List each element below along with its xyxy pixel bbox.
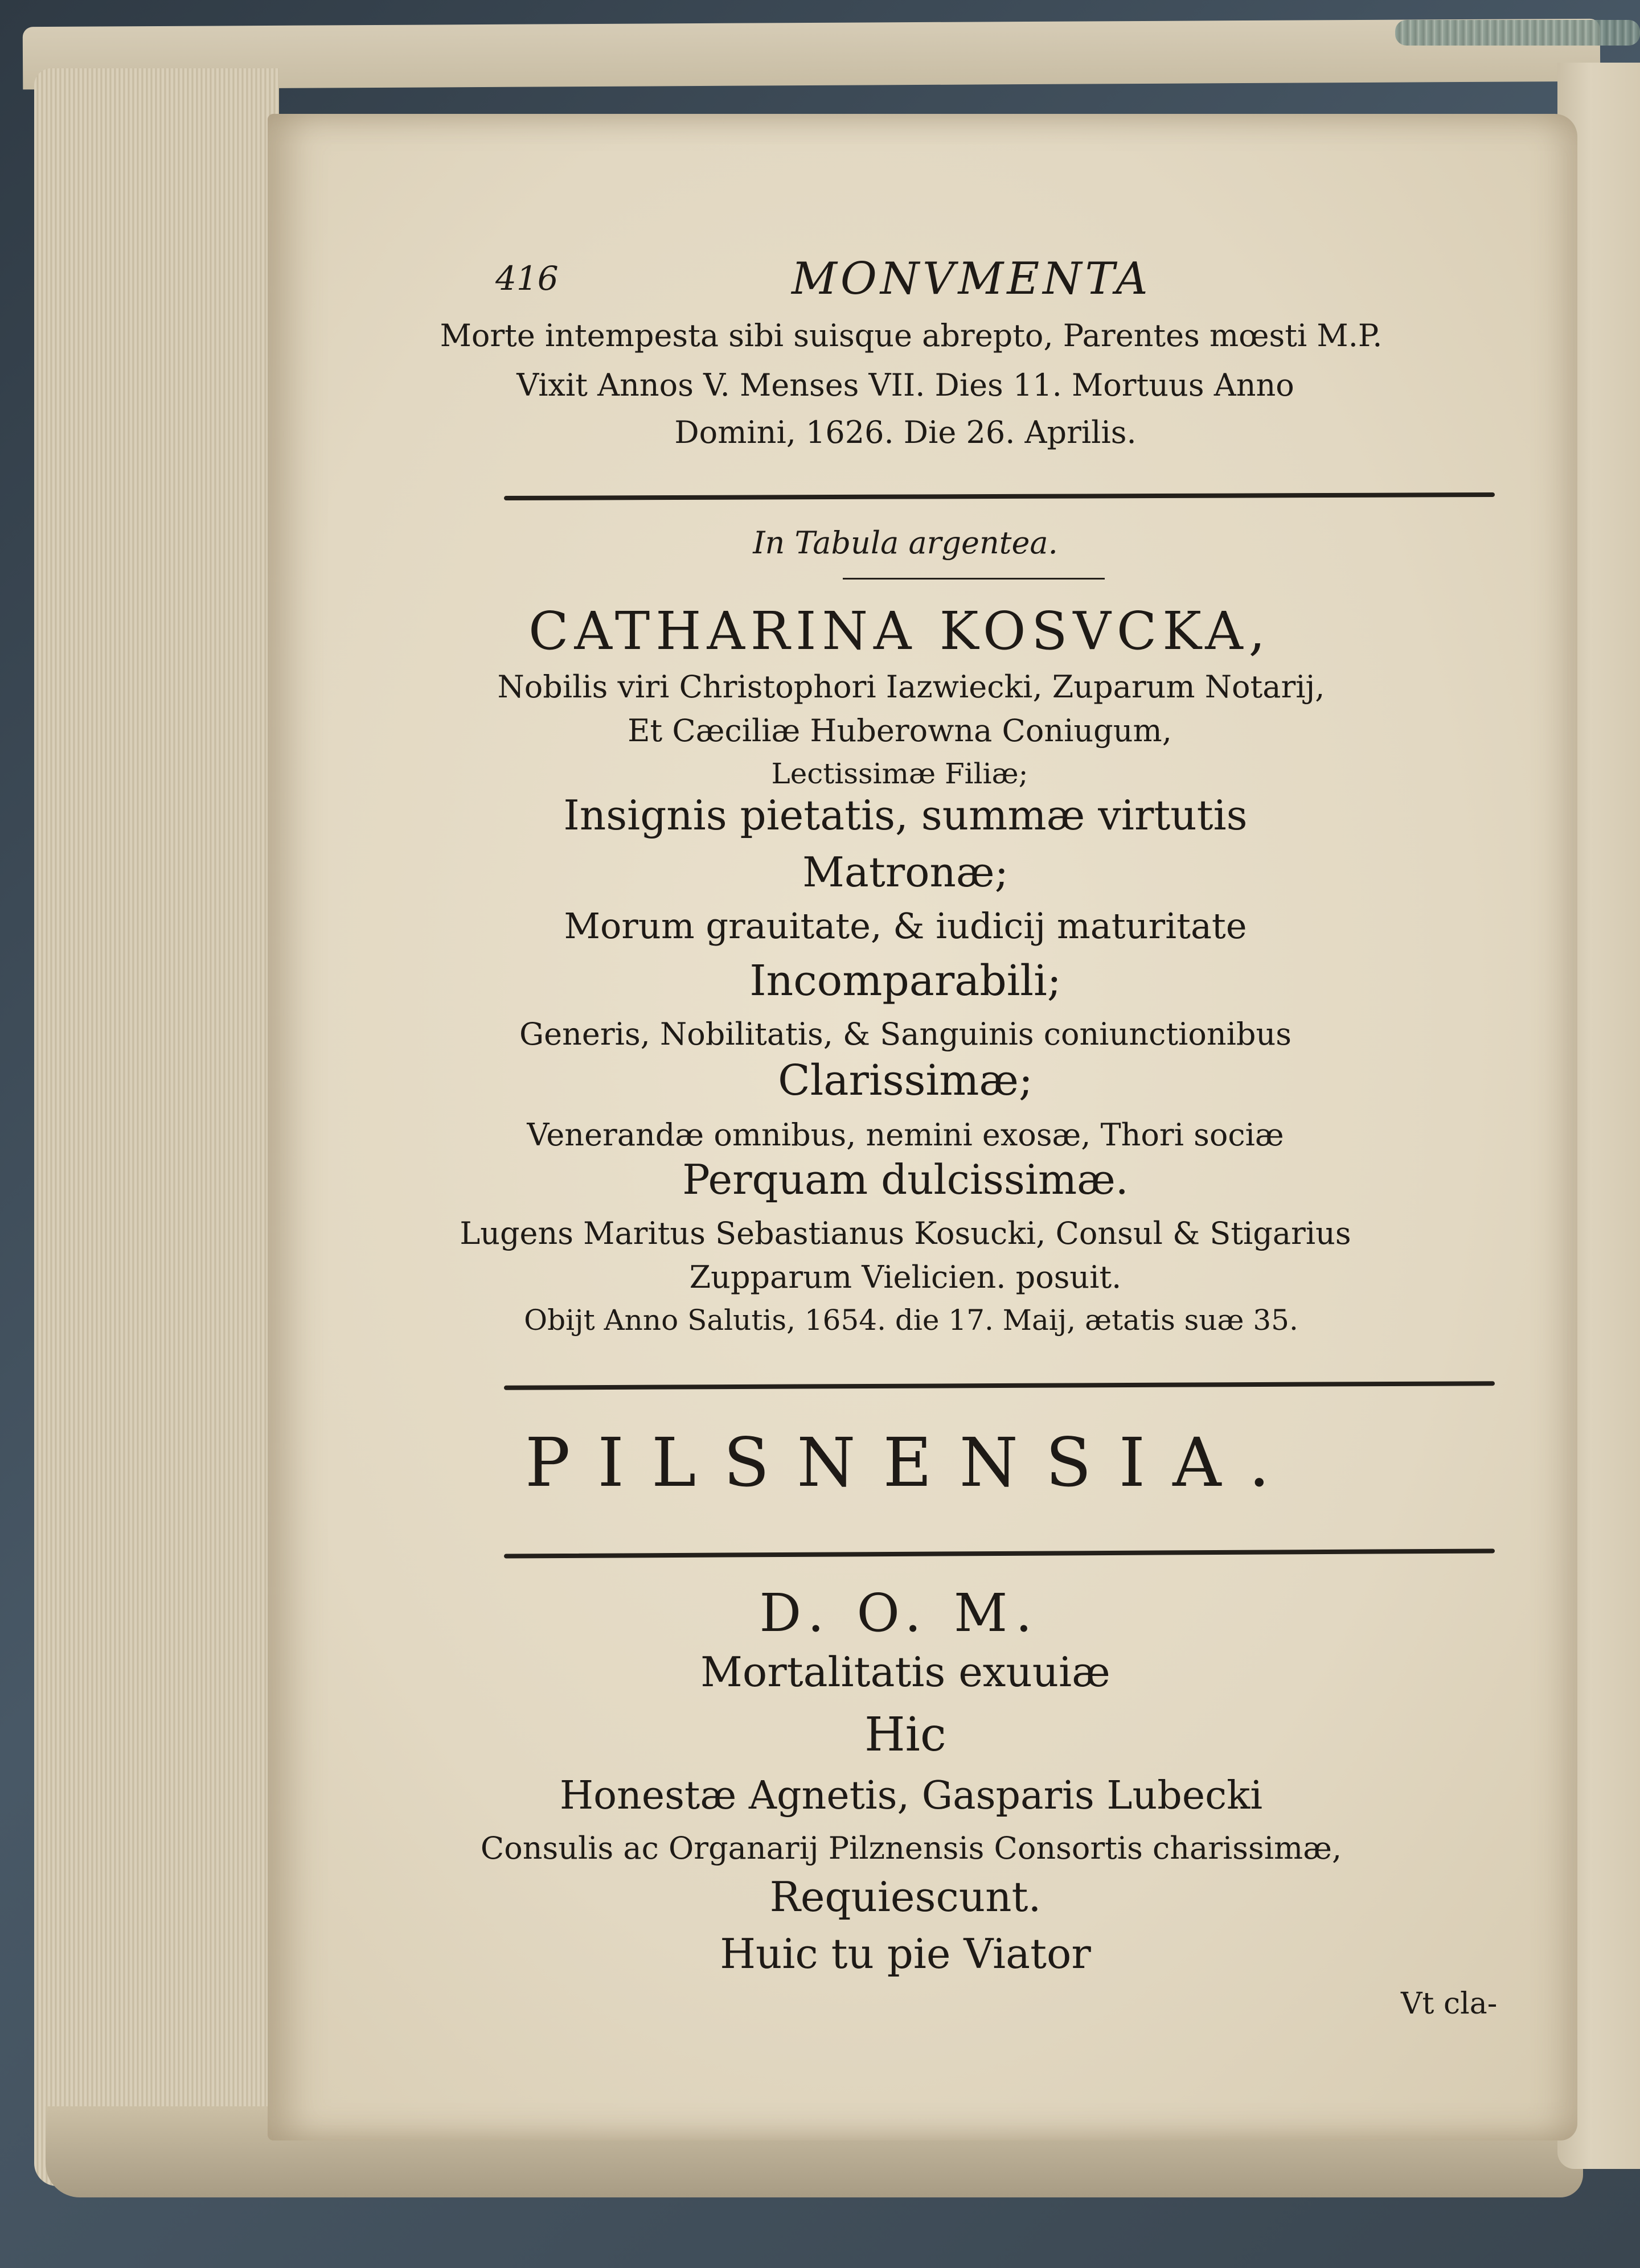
tabula-heading-underline (843, 578, 1105, 580)
tabula-line-5: Matronæ; (802, 848, 1008, 896)
tabula-line-14: Obijt Anno Salutis, 1654. die 17. Maij, ætatis suæ 35. (524, 1304, 1298, 1337)
catchword: Vt cla- (1401, 1987, 1498, 2021)
divider-rule-2 (504, 1381, 1495, 1390)
tabula-line-12: Lugens Maritus Sebastianus Kosucki, Consul & Stigarius (460, 1215, 1351, 1251)
running-title: MONVMENTA (792, 253, 1151, 305)
dom-line-2: Hic (864, 1708, 946, 1762)
tabula-line-1: Nobilis viri Christophori Iazwiecki, Zuparum Notarij, (497, 669, 1325, 705)
tabula-line-13: Zupparum Vielicien. posuit. (689, 1259, 1122, 1295)
tabula-line-6: Morum grauitate, & iudicij maturitate (564, 905, 1247, 947)
tabula-line-9: Clarissimæ; (778, 1056, 1033, 1105)
dom-line-3: Honestæ Agnetis, Gasparis Lubecki (559, 1773, 1263, 1818)
page-number: 416 (495, 259, 559, 298)
dom-heading: D. O. M. (759, 1583, 1040, 1644)
tabula-line-7: Incomparabili; (749, 956, 1061, 1005)
section-title: PILSNENSIA. (524, 1423, 1298, 1502)
tabula-line-2: Et Cæciliæ Huberowna Coniugum, (628, 713, 1172, 749)
dom-line-4: Consulis ac Organarij Pilznensis Consortis charissimæ, (480, 1830, 1342, 1866)
tabula-heading: In Tabula argentea. (753, 525, 1058, 561)
tabula-line-4: Insignis pietatis, summæ virtutis (563, 791, 1248, 839)
tabula-line-8: Generis, Nobilitatis, & Sanguinis coniunctionibus (519, 1016, 1292, 1052)
divider-rule-1 (504, 492, 1495, 500)
page-stack-edge (34, 68, 279, 2186)
dom-line-1: Mortalitatis exuuiæ (700, 1648, 1110, 1696)
divider-rule-3 (504, 1548, 1495, 1558)
tabula-line-11: Perquam dulcissimæ. (682, 1156, 1129, 1203)
epitaph-line-2: Vixit Annos V. Menses VII. Dies 11. Mortuus Anno (516, 367, 1294, 403)
dom-line-6: Huic tu pie Viator (720, 1930, 1091, 1978)
tabula-line-10: Venerandæ omnibus, nemini exosæ, Thori sociæ (527, 1117, 1284, 1153)
binding-thread (1395, 20, 1640, 46)
tabula-name: CATHARINA KOSVCKA, (528, 601, 1271, 662)
book-page (268, 114, 1577, 2140)
epitaph-line-3: Domini, 1626. Die 26. Aprilis. (674, 414, 1137, 450)
dom-line-5: Requiescunt. (769, 1873, 1042, 1921)
tabula-line-3: Lectissimæ Filiæ; (771, 757, 1028, 790)
epitaph-line-1: Morte intempesta sibi suisque abrepto, Parentes mœsti M.P. (440, 318, 1383, 354)
